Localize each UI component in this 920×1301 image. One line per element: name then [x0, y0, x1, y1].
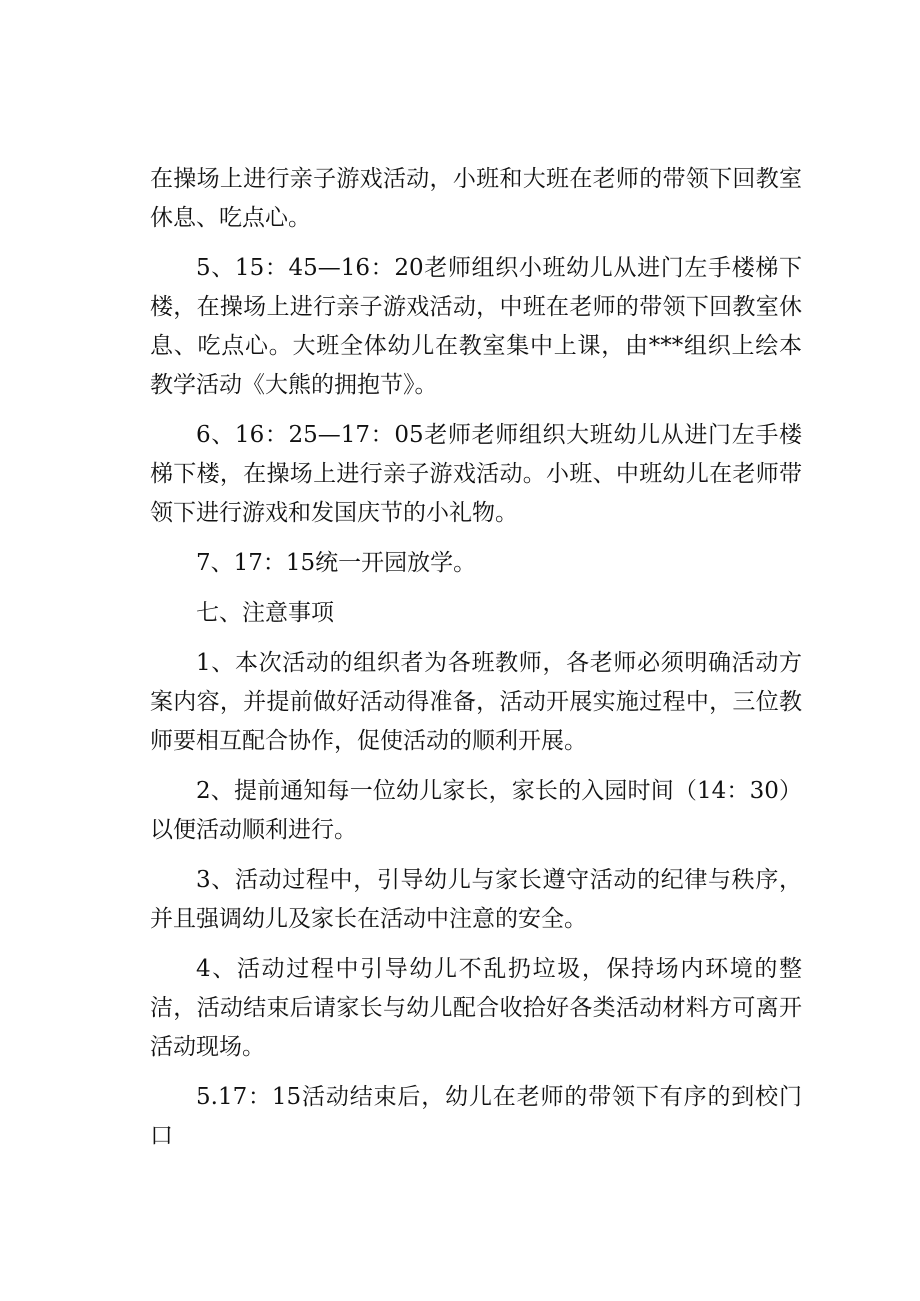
- paragraph-item-6: 6、16：25—17：05老师老师组织大班幼儿从进门左手楼梯下楼，在操场上进行亲子游戏活动。小班、中班幼儿在老师带领下进行游戏和发国庆节的小礼物。: [150, 422, 802, 526]
- paragraph-item-5: 5、15：45—16：20老师组织小班幼儿从进门左手楼梯下楼，在操场上进行亲子游戏活动，中班在老师的带领下回教室休息、吃点心。大班全体幼儿在教室集中上课，由***组织上绘本教学活动《大熊的拥抱节》。: [150, 255, 802, 398]
- note-item-4: 4、活动过程中引导幼儿不乱扔垃圾，保持场内环境的整洁，活动结束后请家长与幼儿配合收拾好各类活动材料方可离开活动现场。: [150, 956, 802, 1060]
- paragraph-continuation: 在操场上进行亲子游戏活动，小班和大班在老师的带领下回教室休息、吃点心。: [150, 166, 802, 231]
- section-heading-notes: 七、注意事项: [196, 600, 334, 626]
- document-body: [150, 160, 802, 1156]
- paragraph-item-7: 7、17：15统一开园放学。: [196, 550, 477, 576]
- note-item-3: 3、活动过程中，引导幼儿与家长遵守活动的纪律与秩序，并且强调幼儿及家长在活动中注意的安全。: [150, 867, 802, 932]
- note-item-1: 1、本次活动的组织者为各班教师，各老师必须明确活动方案内容，并提前做好活动得准备，活动开展实施过程中，三位教师要相互配合协作，促使活动的顺利开展。: [150, 650, 802, 754]
- note-item-2: 2、提前通知每一位幼儿家长，家长的入园时间（14：30）以便活动顺利进行。: [150, 778, 802, 843]
- note-item-5: 5.17：15活动结束后，幼儿在老师的带领下有序的到校门口: [150, 1084, 802, 1149]
